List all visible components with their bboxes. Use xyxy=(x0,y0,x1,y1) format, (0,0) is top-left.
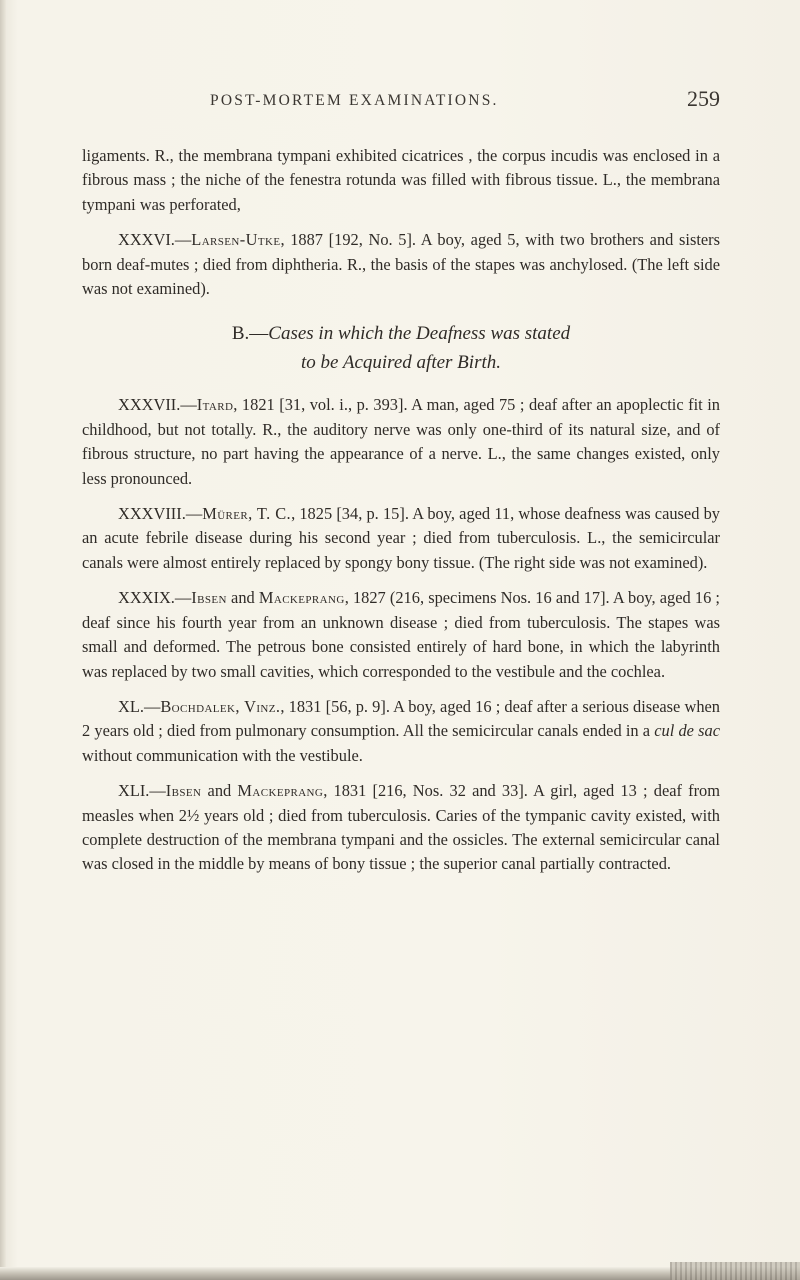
page-number: 259 xyxy=(687,86,720,111)
case-number: XXXIX.— xyxy=(118,588,192,608)
case-number: XXXVI.— xyxy=(118,230,192,250)
running-head: POST-MORTEM EXAMINATIONS. xyxy=(210,92,499,109)
case-italic-term: cul de sac xyxy=(654,721,720,741)
case-author-second: Mackeprang xyxy=(258,588,345,608)
case-entry xyxy=(82,586,720,684)
case-author: Mürer, T. C. xyxy=(202,504,292,524)
case-conjunction: and xyxy=(226,588,259,608)
case-text-end: without communication with the vestibule. xyxy=(82,745,363,765)
case-text: , 1831 [216, Nos. 32 and 33]. A girl, aged 13 ; deaf from measles when 2½ years old ; died from tuberculosis. Caries of the tympanic cavity existed, with complete destruction of the membrana tympani and the ossicles. The external semicircular canal was closed in the middle by means of bony tissue ; the superior canal partially contracted. xyxy=(82,781,720,874)
page-stack-edge xyxy=(670,1262,800,1280)
case-entry xyxy=(82,779,720,877)
case-text: , 1821 [31, vol. i., p. 393]. A man, aged 75 ; deaf after an apoplectic fit in childhood, but not totally. R., the auditory nerve was only one-third of its natural size, and of fibrous structure, no part having the appearance of a nerve. L., the same changes existed, only less pronounced. xyxy=(82,395,720,488)
section-heading xyxy=(82,319,720,377)
body-text xyxy=(82,144,720,888)
section-title-line2: to be Acquired after Birth. xyxy=(300,352,501,374)
section-label: B.— xyxy=(231,323,269,345)
case-text: , 1831 [56, p. 9]. A boy, aged 16 ; deaf after a serious disease when 2 years old ; died from pulmonary consumption. All the semicircular canals ended in a xyxy=(82,696,720,741)
case-author: Ibsen xyxy=(165,781,202,801)
case-author-second: Mackeprang xyxy=(237,781,324,801)
case-text: , 1827 (216, specimens Nos. 16 and 17]. A boy, aged 16 ; deaf since his fourth year from an unknown disease ; died from tuberculosis. The stapes was small and deformed. The petrous bone consisted entirely of hard bone, in which the labyrinth was replaced by two small cavities, which corresponded to the vestibule and the cochlea. xyxy=(82,588,720,681)
case-author: Ibsen xyxy=(191,588,227,608)
case-author: Larsen-Utke xyxy=(191,230,281,250)
case-number: XL.— xyxy=(118,696,161,716)
case-author: Bochdalek, Vinz. xyxy=(160,696,281,716)
section-title-line1: Cases in which the Deafness was stated xyxy=(268,323,571,345)
case-number: XXXVIII.— xyxy=(118,504,203,524)
binding-edge xyxy=(0,0,6,1280)
case-number: XLI.— xyxy=(118,781,166,801)
page-header xyxy=(210,86,720,118)
case-author: Itard xyxy=(196,395,234,415)
paragraph-continuation xyxy=(82,144,720,217)
paragraph-text: ligaments. R., the membrana tympani exhibited cicatrices , the corpus incudis was enclosed in a fibrous mass ; the niche of the fenestra rotunda was filled with fibrous tissue. L., the membrana tympani was perforated, xyxy=(82,146,720,214)
case-text: , 1825 [34, p. 15]. A boy, aged 11, whose deafness was caused by an acute febrile disease during his second year ; died from tuberculosis. L., the semicircular canals were almost entirely replaced by spongy bony tissue. (The right side was not examined). xyxy=(82,504,720,572)
case-conjunction: and xyxy=(201,781,238,801)
case-entry xyxy=(82,228,720,301)
case-number: XXXVII.— xyxy=(118,395,197,415)
case-text: , 1887 [192, No. 5]. A boy, aged 5, with two brothers and sisters born deaf-mutes ; died from diphtheria. R., the basis of the stapes was anchylosed. (The left side was not examined). xyxy=(82,230,720,299)
case-entry xyxy=(82,393,720,491)
case-entry xyxy=(82,695,720,768)
case-entry xyxy=(82,502,720,575)
